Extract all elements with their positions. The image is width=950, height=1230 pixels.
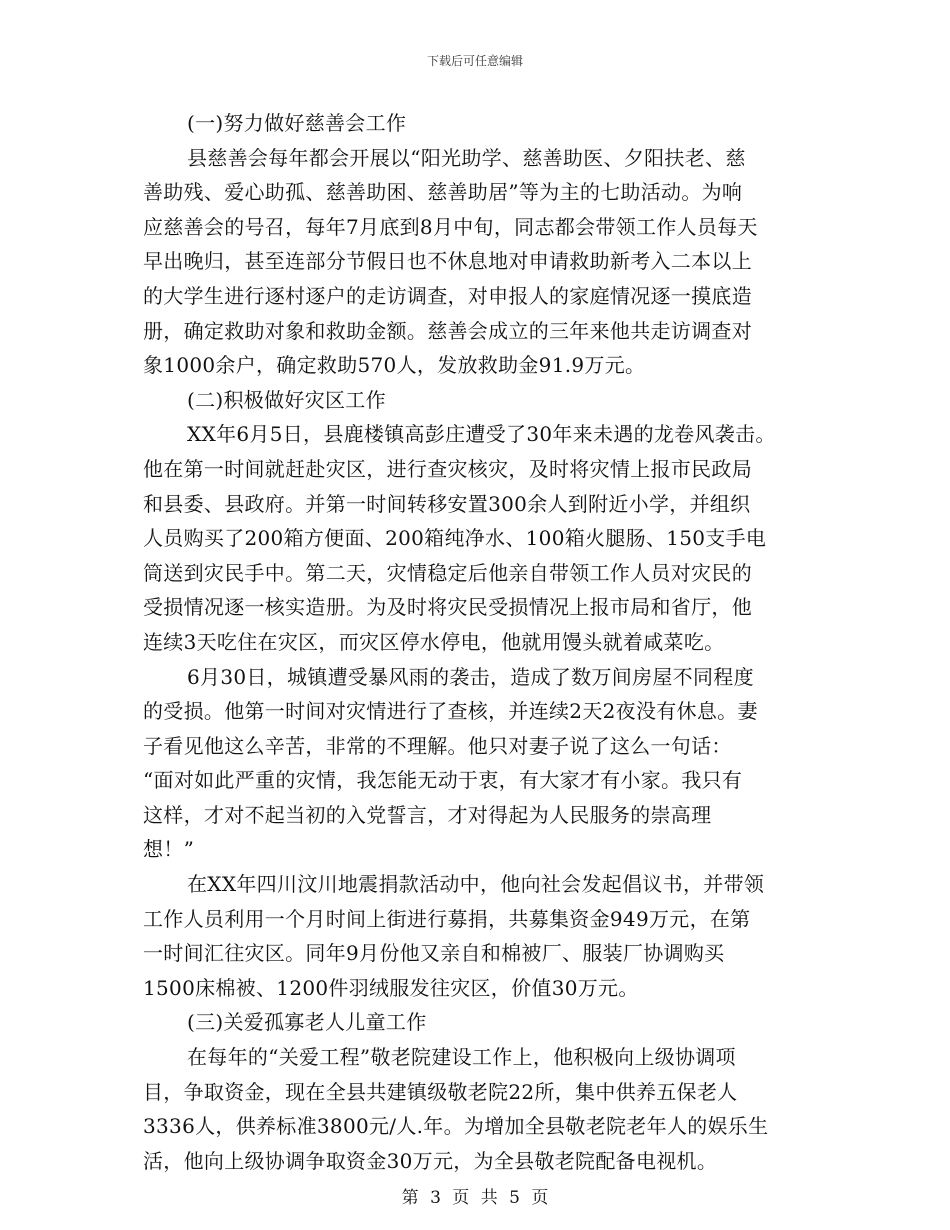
page-header: 下载后可任意编辑 [426, 54, 523, 68]
text-line: 和县委、县政府。并第一时间转移安置300余人到附近小学，并组织 [143, 491, 751, 516]
text-line: 应慈善会的号召，每年7月底到8月中旬，同志都会带领工作人员每天 [143, 214, 758, 239]
text-line: 活，他向上级协调争取资金30万元，为全县敬老院配备电视机。 [143, 1148, 718, 1173]
text-line: 在XX年四川汶川地震捐款活动中，他向社会发起倡议书，并带领 [187, 872, 765, 897]
text-line: 他在第一时间就赶赴灾区，进行查灾核灾，及时将灾情上报市民政局 [143, 456, 752, 481]
section-heading: (二)积极做好灾区工作 [187, 387, 386, 412]
text-line: 的大学生进行逐村逐户的走访调查，对申报人的家庭情况逐一摸底造 [143, 283, 752, 308]
text-line: 想！” [143, 837, 195, 862]
text-line: 工作人员利用一个月时间上街进行募捐，共募集资金949万元，在第 [143, 906, 751, 931]
text-line: 在每年的“关爱工程”敬老院建设工作上，他积极向上级协调项 [187, 1045, 736, 1070]
text-line: 连续3天吃住在灾区，而灾区停水停电，他就用馒头就着咸菜吃。 [143, 629, 725, 654]
document-body [143, 106, 815, 1178]
section-heading: (一)努力做好慈善会工作 [187, 111, 407, 135]
text-line: 1500床棉被、1200件羽绒服发往灾区，价值30万元。 [143, 975, 639, 1000]
text-line: 6月30日，城镇遭受暴风雨的袭击，造成了数万间房屋不同程度 [187, 664, 754, 689]
text-line: 这样，才对不起当初的入党誓言，才对得起为人民服务的崇高理 [143, 802, 712, 827]
text-line: 早出晚归，甚至连部分节假日也不休息地对申请救助新考入二本以上 [143, 249, 752, 274]
text-line: “面对如此严重的灾情，我怎能无动于衷，有大家才有小家。我只有 [143, 768, 743, 793]
text-line: 受损情况逐一核实造册。为及时将灾民受损情况上报市局和省厅，他 [143, 595, 752, 620]
text-line: 善助残、爱心助孤、慈善助困、慈善助居”等为主的七助活动。为响 [143, 180, 743, 205]
text-line: 子看见他这么辛苦，非常的不理解。他只对妻子说了这么一句话： [143, 733, 732, 758]
section-heading: (三)关爱孤寡老人儿童工作 [187, 1010, 427, 1035]
text-line: 人员购买了200箱方便面、200箱纯净水、100箱火腿肠、150支手电 [143, 526, 767, 551]
text-line: 筒送到灾民手中。第二天，灾情稳定后他亲自带领工作人员对灾民的 [143, 560, 752, 585]
text-line: 一时间汇往灾区。同年9月份他又亲自和棉被厂、服装厂协调购买 [143, 941, 725, 966]
text-line: 的受损。他第一时间对灾情进行了查核，并连续2天2夜没有休息。妻 [143, 699, 758, 724]
text-line: 县慈善会每年都会开展以“阳光助学、慈善助医、夕阳扶老、慈 [187, 145, 746, 170]
text-line: XX年6月5日，县鹿楼镇高彭庄遭受了30年来未遇的龙卷风袭击。 [187, 422, 776, 447]
text-line: 目，争取资金，现在全县共建镇级敬老院22所，集中供养五保老人 [143, 1079, 738, 1104]
text-line: 象1000余户，确定救助570人，发放救助金91.9万元。 [143, 353, 646, 378]
text-line: 3336人，供养标准3800元/人.年。为增加全县敬老院老年人的娱乐生 [143, 1114, 769, 1139]
text-line: 册，确定救助对象和救助金额。慈善会成立的三年来他共走访调查对 [143, 318, 752, 343]
page-number: 第 3 页 共 5 页 [401, 1188, 549, 1208]
